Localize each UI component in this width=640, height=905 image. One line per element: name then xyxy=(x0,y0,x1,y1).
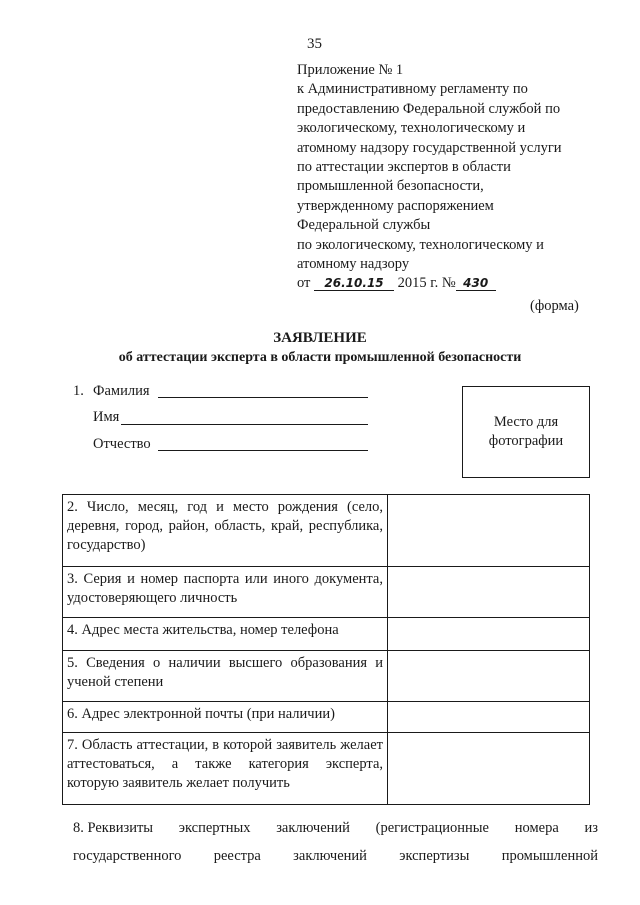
question-cell xyxy=(63,733,388,805)
table-row xyxy=(63,733,590,805)
item-8-word: заключений xyxy=(293,848,367,864)
item-8-word: экспертных xyxy=(178,820,251,836)
item-8-word: заключений xyxy=(276,820,350,836)
appendix-line: по аттестации экспертов в области xyxy=(297,159,511,176)
appendix-line: атомному надзору xyxy=(297,256,410,273)
appendix-line: промышленной безопасности, xyxy=(297,178,484,195)
item-8-word: из xyxy=(584,820,598,836)
question-cell xyxy=(63,618,388,651)
document-title: ЗАЯВЛЕНИЕ xyxy=(273,330,367,346)
handwritten-number: 430 xyxy=(456,276,496,291)
question-text: 7. Область аттестации, в которой заявитель желает аттестоваться, а также категория эксперта, которую заявитель желает получить xyxy=(67,737,383,791)
item-8-word: номера xyxy=(514,820,559,836)
item-8-word: экспертизы xyxy=(399,848,470,864)
question-cell xyxy=(63,651,388,702)
question-text: 5. Сведения о наличии высшего образования и ученой степени xyxy=(67,655,383,690)
appendix-line: предоставлению Федеральной службой по xyxy=(297,100,561,117)
item-8-line-2 xyxy=(73,848,598,865)
table-row xyxy=(63,567,590,618)
answer-cell[interactable] xyxy=(388,651,590,702)
appendix-line: Приложение № 1 xyxy=(297,62,404,78)
item-8-word: промышленной xyxy=(501,848,598,864)
photo-box-label: Место для фотографии xyxy=(488,414,564,449)
appendix-line: к Административному регламенту по xyxy=(297,81,528,98)
item-8-word: государственного xyxy=(73,848,182,864)
item-number-1: 1. xyxy=(73,383,84,399)
table-row xyxy=(63,495,590,567)
page-number: 35 xyxy=(307,36,322,52)
item-8-word: (регистрационные xyxy=(375,820,489,836)
appendix-date-line xyxy=(297,274,597,293)
answer-cell[interactable] xyxy=(388,495,590,567)
surname-label: Фамилия xyxy=(93,383,150,399)
answer-cell[interactable] xyxy=(388,733,590,805)
date-prefix: от xyxy=(297,275,311,292)
answer-cell[interactable] xyxy=(388,618,590,651)
first-name-field-line[interactable] xyxy=(121,424,368,425)
first-name-label: Имя xyxy=(93,409,120,425)
question-cell xyxy=(63,495,388,567)
application-form-table xyxy=(62,494,590,805)
answer-cell[interactable] xyxy=(388,702,590,733)
document-subtitle: об аттестации эксперта в области промышленной безопасности xyxy=(118,350,522,365)
appendix-line: утвержденному распоряжением xyxy=(297,197,494,214)
question-text: 4. Адрес места жительства, номер телефона xyxy=(67,622,339,638)
appendix-line: атомному надзору государственной услуги xyxy=(297,139,562,156)
appendix-header xyxy=(297,61,597,294)
table-row xyxy=(63,618,590,651)
question-cell xyxy=(63,702,388,733)
patronymic-label: Отчество xyxy=(93,436,151,452)
question-cell xyxy=(63,567,388,618)
appendix-line: по экологическому, технологическому и xyxy=(297,236,544,253)
handwritten-date: 26.10.15 xyxy=(314,276,394,291)
question-text: 6. Адрес электронной почты (при наличии) xyxy=(67,706,335,722)
answer-cell[interactable] xyxy=(388,567,590,618)
item-8-word: 8. Реквизиты xyxy=(73,820,154,836)
question-text: 2. Число, месяц, год и место рождения (село, деревня, город, район, область, край, республика, государство) xyxy=(67,499,383,553)
photo-placeholder-box xyxy=(462,386,590,478)
patronymic-field-line[interactable] xyxy=(158,450,368,451)
appendix-line: экологическому, технологическому и xyxy=(297,120,526,137)
year-number-label: 2015 г. № xyxy=(397,275,456,292)
surname-field-line[interactable] xyxy=(158,397,368,398)
item-8-line-1 xyxy=(73,820,598,837)
form-label: (форма) xyxy=(530,298,579,314)
table-row xyxy=(63,702,590,733)
question-text: 3. Серия и номер паспорта или иного документа, удостоверяющего личность xyxy=(67,571,383,606)
item-8-word: реестра xyxy=(213,848,261,864)
table-row xyxy=(63,651,590,702)
appendix-line: Федеральной службы xyxy=(297,217,431,234)
